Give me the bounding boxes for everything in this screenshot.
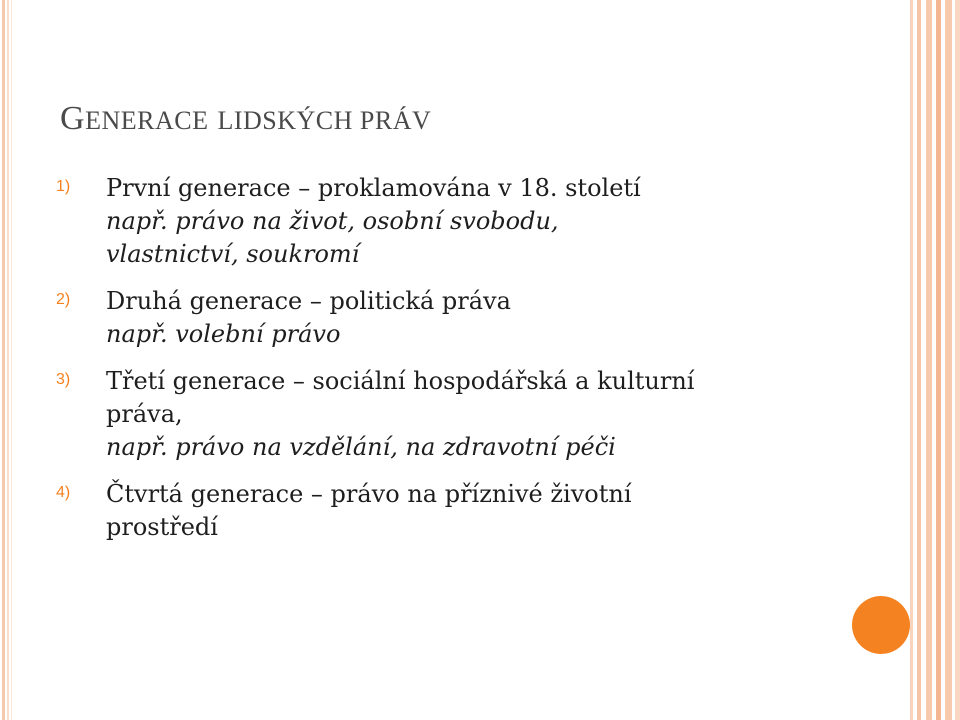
- title-first-word-rest: ENERACE: [85, 106, 209, 135]
- list-number: 4): [56, 484, 71, 501]
- left-stripe-1: [2, 0, 5, 720]
- title-first-letter: G: [60, 100, 86, 137]
- list-line-example: např. právo na život, osobní svobodu,: [106, 207, 559, 235]
- list-line-example: např. volební právo: [106, 320, 341, 348]
- list-line-example: např. právo na vzdělání, na zdravotní péči: [106, 433, 616, 461]
- list-item: [56, 172, 856, 271]
- list-line-example: vlastnictví, soukromí: [106, 240, 360, 268]
- decorative-circle: [852, 596, 910, 654]
- list-line: Druhá generace – politická práva: [106, 287, 511, 315]
- list-number: 1): [56, 178, 71, 195]
- list-line: Čtvrtá generace – právo na příznivé životní: [106, 480, 632, 508]
- right-decorative-stripes: [908, 0, 960, 720]
- right-stripe-2: [917, 0, 921, 720]
- right-stripe-1: [910, 0, 913, 720]
- list-line: práva,: [106, 400, 183, 428]
- list-number: 2): [56, 291, 71, 308]
- left-decorative-stripes: [0, 0, 14, 720]
- list-line: První generace – proklamována v 18. století: [106, 174, 641, 202]
- right-stripe-3: [926, 0, 932, 720]
- slide-title: [60, 100, 431, 138]
- right-stripe-4: [936, 0, 941, 720]
- list-item: [56, 365, 856, 464]
- list-line: prostředí: [106, 513, 218, 541]
- list-item: [56, 285, 856, 351]
- right-stripe-6: [955, 0, 960, 720]
- left-stripe-2: [7, 0, 9, 720]
- list-number: 3): [56, 371, 71, 388]
- numbered-list: [56, 172, 856, 558]
- left-stripe-3: [11, 0, 12, 720]
- right-stripe-5: [945, 0, 952, 720]
- title-rest: LIDSKÝCH PRÁV: [217, 106, 432, 135]
- list-item: [56, 478, 856, 544]
- list-line: Třetí generace – sociální hospodářská a kulturní: [106, 367, 695, 395]
